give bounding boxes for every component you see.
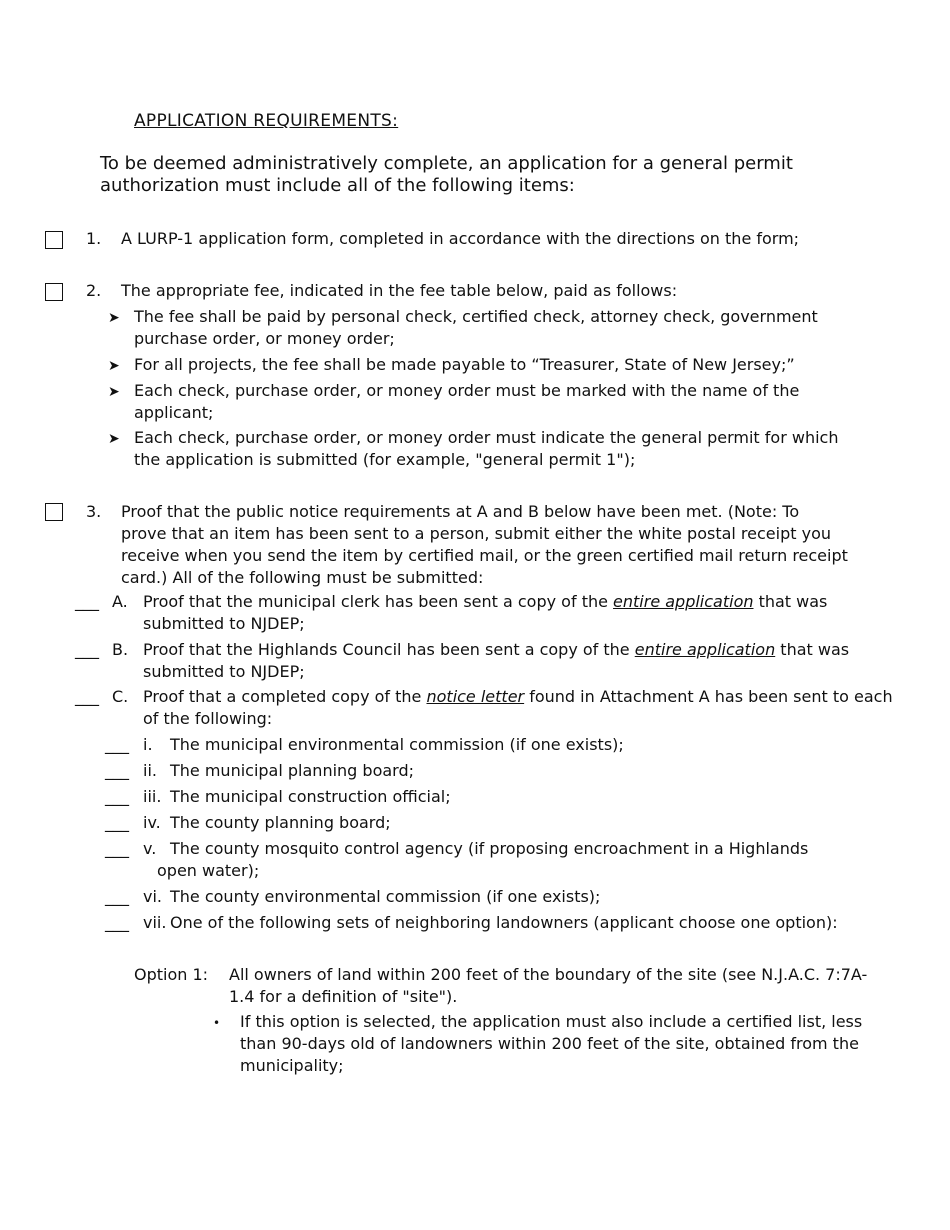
- item-1-text: A LURP-1 application form, completed in accordance with the directions on the form;: [121, 229, 800, 248]
- roman-ii-blank[interactable]: ___: [105, 761, 129, 780]
- roman-i-blank[interactable]: ___: [105, 735, 129, 754]
- sub-b-post: that was: [775, 640, 850, 659]
- sub-a-post: that was: [753, 592, 828, 611]
- item-3-text: [121, 501, 848, 589]
- sub-c-emphasis: notice letter: [426, 687, 525, 706]
- roman-i-text: The municipal environmental commission (if one exists);: [170, 735, 624, 754]
- option-1-bullet-line-2: than 90-days old of landowners within 200 feet of the site, obtained from the: [240, 1034, 859, 1053]
- item-2-checkbox[interactable]: [45, 283, 63, 301]
- roman-ii-num: ii.: [143, 761, 157, 780]
- item-2-number: 2.: [86, 281, 102, 300]
- roman-iv-text: The county planning board;: [170, 813, 391, 832]
- sub-b-blank[interactable]: ___: [75, 640, 99, 659]
- fee-bullet-2: For all projects, the fee shall be made payable to “Treasurer, State of New Jersey;”: [134, 355, 795, 374]
- fee-bullet-3: [134, 380, 799, 424]
- option-1-line-2: 1.4 for a definition of "site").: [229, 987, 458, 1006]
- sub-c-letter: C.: [112, 687, 129, 706]
- roman-iii-blank[interactable]: ___: [105, 787, 129, 806]
- sub-c-post: found in Attachment A has been sent to each: [524, 687, 893, 706]
- roman-v-text: The county mosquito control agency (if proposing encroachment in a Highlands: [170, 839, 809, 858]
- intro-line-1: To be deemed administratively complete, an application for a general permit: [100, 153, 793, 174]
- intro-paragraph: [100, 153, 793, 197]
- fee-bullet-1: [134, 306, 818, 350]
- item-3-line-1: Proof that the public notice requirements at A and B below have been met. (Note: To: [121, 502, 800, 521]
- roman-v-num: v.: [143, 839, 157, 858]
- sub-b-text: [143, 639, 849, 683]
- item-3-line-2: prove that an item has been sent to a person, submit either the white postal receipt you: [121, 524, 831, 543]
- arrow-bullet-icon: ➤: [108, 384, 120, 400]
- option-1-text: [229, 964, 867, 1008]
- roman-vii-text: One of the following sets of neighboring landowners (applicant choose one option):: [170, 913, 838, 932]
- roman-vii-blank[interactable]: ___: [105, 913, 129, 932]
- fee-bullet-1-line-2: purchase order, or money order;: [134, 329, 395, 348]
- sub-c-blank[interactable]: ___: [75, 687, 99, 706]
- item-3-line-3: receive when you send the item by certified mail, or the green certified mail return receipt: [121, 546, 848, 565]
- roman-iv-num: iv.: [143, 813, 161, 832]
- option-1-bullet-line-1: If this option is selected, the application must also include a certified list, less: [240, 1012, 863, 1031]
- intro-line-2: authorization must include all of the following items:: [100, 175, 575, 196]
- roman-vi-num: vi.: [143, 887, 162, 906]
- roman-v-line-2: open water);: [157, 861, 260, 880]
- fee-bullet-3-line-2: applicant;: [134, 403, 214, 422]
- sub-b-letter: B.: [112, 640, 129, 659]
- roman-vii-num: vii.: [143, 913, 167, 932]
- roman-vi-text: The county environmental commission (if one exists);: [170, 887, 601, 906]
- dot-bullet-icon: •: [213, 1016, 221, 1030]
- fee-bullet-1-line-1: The fee shall be paid by personal check, certified check, attorney check, government: [134, 307, 818, 326]
- item-3-line-4: card.) All of the following must be submitted:: [121, 568, 484, 587]
- sub-a-emphasis: entire application: [613, 592, 754, 611]
- fee-bullet-3-line-1: Each check, purchase order, or money order must be marked with the name of the: [134, 381, 800, 400]
- arrow-bullet-icon: ➤: [108, 310, 120, 326]
- item-2-text: The appropriate fee, indicated in the fee table below, paid as follows:: [121, 281, 678, 300]
- item-1-checkbox[interactable]: [45, 231, 63, 249]
- roman-v-blank[interactable]: ___: [105, 839, 129, 858]
- option-1-line-1: All owners of land within 200 feet of the boundary of the site (see N.J.A.C. 7:7A-: [229, 965, 868, 984]
- sub-a-letter: A.: [112, 592, 128, 611]
- item-1-number: 1.: [86, 229, 102, 248]
- page-heading: APPLICATION REQUIREMENTS:: [134, 111, 399, 131]
- option-1-bullet-line-3: municipality;: [240, 1056, 344, 1075]
- roman-vi-blank[interactable]: ___: [105, 887, 129, 906]
- item-3-number: 3.: [86, 502, 102, 521]
- roman-ii-text: The municipal planning board;: [170, 761, 414, 780]
- item-3-checkbox[interactable]: [45, 503, 63, 521]
- sub-c-line-2: of the following:: [143, 709, 273, 728]
- option-1-bullet: [240, 1011, 862, 1077]
- roman-iii-text: The municipal construction official;: [170, 787, 451, 806]
- sub-b-line-2: submitted to NJDEP;: [143, 662, 305, 681]
- fee-bullet-4-line-2: the application is submitted (for example, "general permit 1");: [134, 450, 636, 469]
- sub-a-text: [143, 591, 827, 635]
- sub-a-pre: Proof that the municipal clerk has been sent a copy of the: [143, 592, 614, 611]
- sub-c-text: [143, 686, 893, 730]
- roman-iv-blank[interactable]: ___: [105, 813, 129, 832]
- sub-a-line-2: submitted to NJDEP;: [143, 614, 305, 633]
- option-1-label: Option 1:: [134, 965, 209, 984]
- roman-i-num: i.: [143, 735, 153, 754]
- roman-iii-num: iii.: [143, 787, 162, 806]
- sub-b-emphasis: entire application: [634, 640, 776, 659]
- sub-a-blank[interactable]: ___: [75, 592, 99, 611]
- arrow-bullet-icon: ➤: [108, 431, 120, 447]
- fee-bullet-4: [134, 427, 838, 471]
- fee-bullet-4-line-1: Each check, purchase order, or money order must indicate the general permit for which: [134, 428, 839, 447]
- sub-c-pre: Proof that a completed copy of the: [143, 687, 427, 706]
- sub-b-pre: Proof that the Highlands Council has been sent a copy of the: [143, 640, 635, 659]
- arrow-bullet-icon: ➤: [108, 358, 120, 374]
